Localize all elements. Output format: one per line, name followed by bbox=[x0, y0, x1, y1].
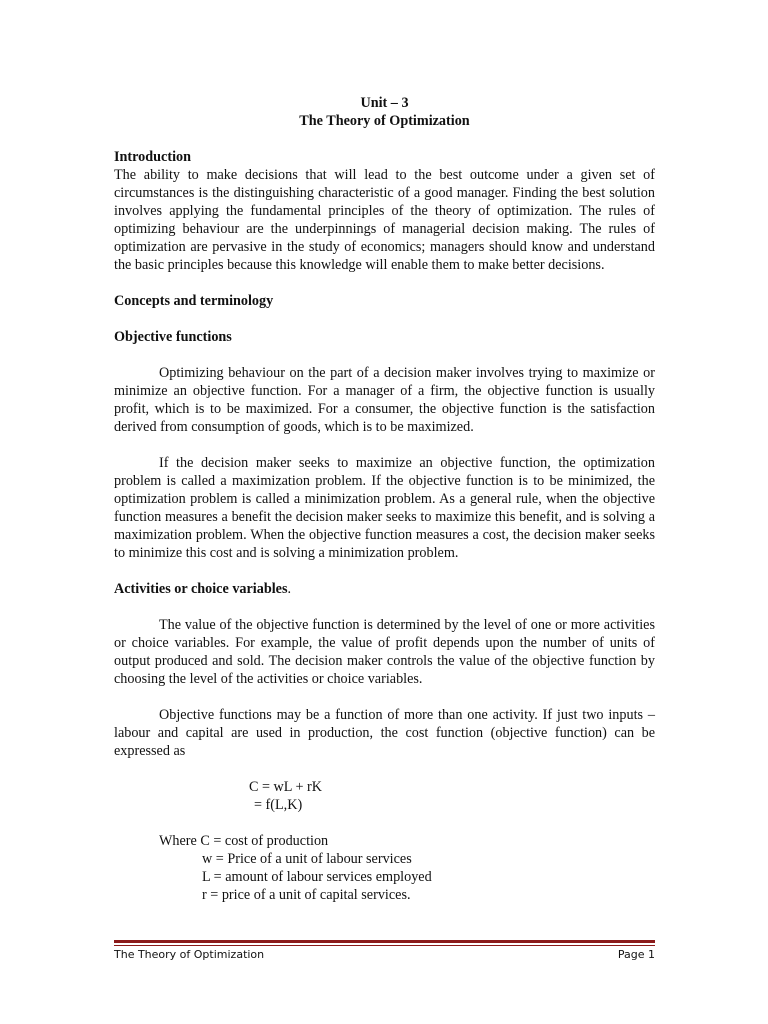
definition-w: w = Price of a unit of labour services bbox=[202, 851, 412, 867]
introduction-paragraph: The ability to make decisions that will lead to the best outcome under a given set of circumstances is the distinguishing characteristic of a good manager. Finding the best solution involves applying the fundamental principles of the theory of optimization. The rules of optimizing behaviour are the underpinnings of managerial decision making. The rules of optimization are pervasive in the study of economics; managers should know and understand the basic principles because this knowledge will enable them to make better decisions. bbox=[114, 167, 655, 273]
objective-functions-heading: Objective functions bbox=[114, 329, 232, 345]
definition-where: Where C = cost of production bbox=[159, 833, 329, 849]
equation-line-2: = f(L,K) bbox=[254, 797, 303, 813]
activities-heading-period: . bbox=[287, 581, 292, 597]
footer-rule-thick bbox=[114, 940, 655, 943]
activities-paragraph-1: The value of the objective function is determined by the level of one or more activities or choice variables. For example, the value of profit depends upon the number of units of output produced and sold. The decision maker controls the value of the objective function by choosing the level of the activities or choice variables. bbox=[114, 617, 655, 687]
activities-paragraph-2: Objective functions may be a function of more than one activity. If just two inputs – labour and capital are used in production, the cost function (objective function) can be expressed as bbox=[114, 707, 655, 759]
equation-line-1: C = wL + rK bbox=[249, 779, 323, 795]
page-footer bbox=[114, 948, 655, 961]
concepts-heading: Concepts and terminology bbox=[114, 293, 274, 309]
page-content bbox=[114, 94, 655, 904]
definition-L: L = amount of labour services employed bbox=[202, 869, 432, 885]
page-title: The Theory of Optimization bbox=[299, 113, 470, 129]
unit-label: Unit – 3 bbox=[360, 95, 409, 111]
definition-r: r = price of a unit of capital services. bbox=[202, 887, 411, 903]
footer-title: The Theory of Optimization bbox=[114, 948, 265, 961]
page-number: Page 1 bbox=[617, 948, 655, 961]
objective-paragraph-2: If the decision maker seeks to maximize an objective function, the optimization problem is called a maximization problem. If the objective function is to be minimized, the optimization problem is called a minimization problem. As a general rule, when the objective function measures a benefit the decision maker seeks to maximize this benefit, and is solving a maximization problem. When the objective function measures a cost, the decision maker seeks to minimize this cost and is solving a minimization problem. bbox=[114, 455, 655, 561]
activities-heading-line bbox=[114, 580, 655, 598]
activities-heading: Activities or choice variables bbox=[114, 581, 288, 597]
introduction-heading: Introduction bbox=[114, 149, 191, 165]
objective-paragraph-1: Optimizing behaviour on the part of a decision maker involves trying to maximize or minimize an objective function. For a manager of a firm, the objective function is usually profit, which is to be maximized. For a consumer, the objective function is the satisfaction derived from consumption of goods, which is to be maximized. bbox=[114, 365, 655, 435]
footer-rule-thin bbox=[114, 945, 655, 946]
